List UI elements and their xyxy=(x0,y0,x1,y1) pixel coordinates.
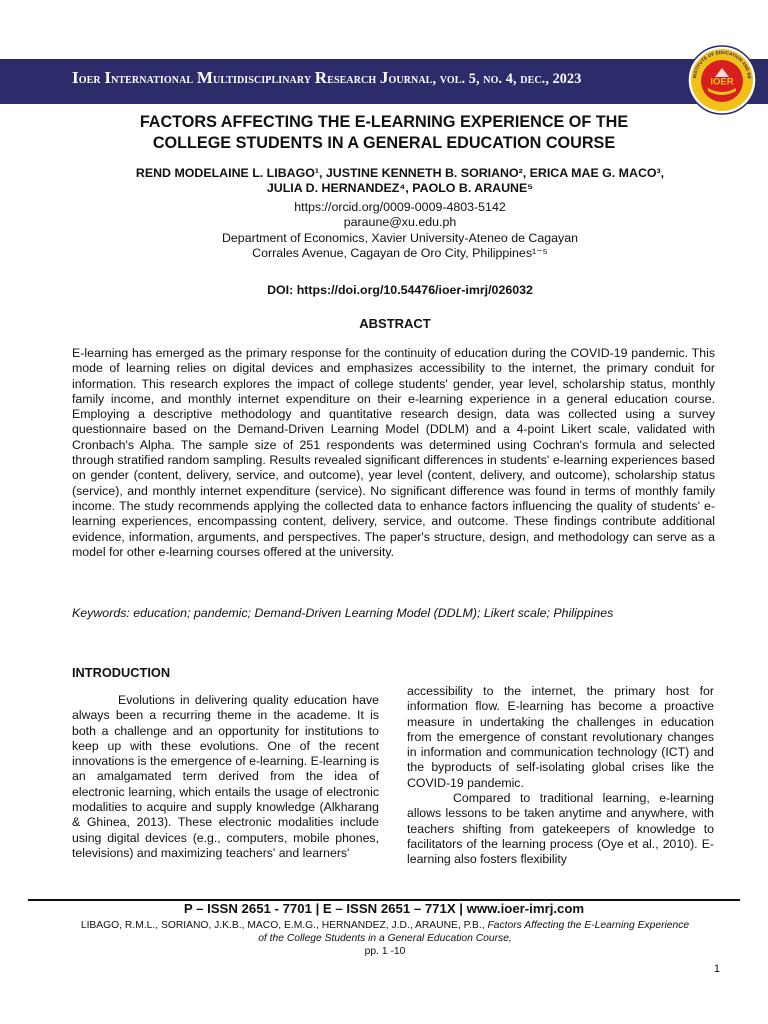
citation-authors: LIBAGO, R.M.L., SORIANO, J.K.B., MACO, E.M.G., HERNANDEZ, J.D., ARAUNE, P.B., xyxy=(80,920,488,931)
abstract-heading: ABSTRACT xyxy=(359,316,431,331)
citation-title: Factors Affecting the E-Learning Experience of the College Students in a General Education Course, xyxy=(258,920,690,944)
abstract-text: E-learning has emerged as the primary response for the continuity of education during the COVID-19 pandemic. This mode of learning relies on digital devices and emphasizes accessibility to the internet, the primary conduit for information. This research explores the impact of college students' gender, year level, scholarship status, monthly family income, and monthly internet expenditure on their e-learning experience in a general education course. Employing a descriptive methodology and quantitative research design, data was collected using a survey questionnaire based on the Demand-Driven Learning Model (DDLM) and a 4-point Likert scale, validated with Cronbach's Alpha. The sample size of 251 respondents was determined using Cochran's formula and selected through stratified random sampling. Results revealed significant differences in students' e-learning experiences based on gender (content, delivery, service, and outcome), year level (content, delivery, and outcome), scholarship status (service), and monthly internet expenditure (service). No significant difference was found in terms of monthly family income. The study recommends applying the collected data to enhance factors influencing the quality of students' e-learning experiences, encompassing content, delivery, service, and outcome. These findings contribute additional evidence, information, arguments, and perspectives. The paper's structure, design, and methodology can serve as a model for other e-learning courses offered at the university. xyxy=(72,346,715,559)
ioer-seal-logo-icon xyxy=(686,44,758,116)
journal-title-part: I xyxy=(104,68,112,87)
journal-title-part: J xyxy=(379,68,389,87)
orcid-link[interactable]: https://orcid.org/0009-0009-4803-5142 xyxy=(294,200,506,214)
doi-link[interactable]: DOI: https://doi.org/10.54476/ioer-imrj/026032 xyxy=(267,283,533,297)
seal-ring-text: INSTITUTE OF EDUCATION AND RE xyxy=(692,49,753,80)
journal-title-part: M xyxy=(196,68,214,87)
article-title xyxy=(60,112,708,154)
journal-title-part: esearch xyxy=(327,71,380,87)
seal-text: IOER xyxy=(710,76,734,88)
citation-pages: pp. 1 -10 xyxy=(364,946,406,957)
introduction-left-column xyxy=(72,693,379,861)
journal-title xyxy=(72,68,672,88)
journal-issue: , vol. 5, no. 4, dec., 2023 xyxy=(432,71,582,87)
author-line: JULIA D. HERNANDEZ⁴, PAOLO B. ARAUNE⁵ xyxy=(266,181,534,195)
paragraph: Compared to traditional learning, e-learning allows lessons to be taken anytime and anywhere, with teachers shifting from gatekeepers of knowledge to facilitators of the learning process (Oye et al., 2010). E-learning also fosters flexibility xyxy=(407,791,714,867)
footer-issn: P – ISSN 2651 - 7701 | E – ISSN 2651 – 771X | www.ioer-imrj.com xyxy=(183,901,585,916)
email-link[interactable]: paraune@xu.edu.ph xyxy=(343,215,457,230)
title-line: FACTORS AFFECTING THE E-LEARNING EXPERIENCE OF THE xyxy=(139,113,629,131)
affiliation-block xyxy=(100,200,700,261)
author-list xyxy=(100,166,700,196)
introduction-heading: INTRODUCTION xyxy=(72,665,171,680)
department: Department of Economics, Xavier University-Ateneo de Cagayan xyxy=(221,230,579,245)
paragraph: accessibility to the internet, the primary host for information flow. E-learning has become a proactive measure in undertaking the challenges in education from the emergence of constant revolutionary changes in information and communication technology (ICT) and the byproducts of self-isolating global crises like the COVID-19 pandemic. xyxy=(407,684,714,790)
journal-title-part: ultidisciplinary xyxy=(213,71,315,87)
address: Corrales Avenue, Cagayan de Oro City, Philippines¹⁻⁵ xyxy=(252,245,548,260)
journal-title-part: ournal xyxy=(388,71,433,87)
introduction-right-column xyxy=(407,684,714,868)
paragraph: Evolutions in delivering quality education have always been a recurring theme in the academe. It is both a challenge and an opportunity for institutions to keep up with these evolutions. One of the recent innovations is the emergence of e-learning. E-learning is an amalgamated term derived from the idea of electronic learning, which entails the usage of electronic modalities to acquire and supply knowledge (Alkharang & Ghinea, 2013). These electronic modalities include using digital devices (e.g., computers, mobile phones, televisions) and maximizing teachers' and learners' xyxy=(72,693,379,860)
footer-citation xyxy=(80,919,690,958)
title-line: COLLEGE STUDENTS IN A GENERAL EDUCATION COURSE xyxy=(152,134,616,152)
page-number: 1 xyxy=(713,963,720,975)
author-line: REND MODELAINE L. LIBAGO¹, JUSTINE KENNETH B. SORIANO², ERICA MAE G. MACO³, xyxy=(135,166,665,180)
journal-title-part: I xyxy=(72,68,79,87)
keywords: Keywords: education; pandemic; Demand-Driven Learning Model (DDLM); Likert scale; Philippines xyxy=(72,606,614,620)
journal-title-part: nternational xyxy=(111,71,197,87)
journal-title-part: R xyxy=(314,68,328,87)
journal-title-part: oer xyxy=(78,71,105,87)
